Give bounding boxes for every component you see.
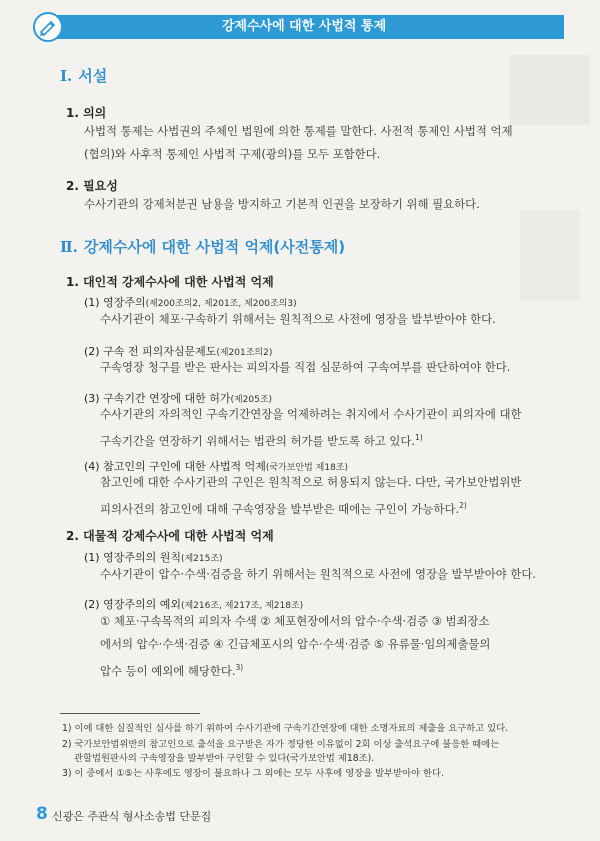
item-label: (2) 구속 전 피의자심문제도 (84, 345, 217, 358)
paragraph-line: 구속영장 청구를 받은 판사는 피의자를 직접 심문하여 구속여부를 판단하여야 한다. (100, 360, 511, 374)
paragraph-text: 구속기간을 연장하기 위해서는 법관의 허가를 받도록 하고 있다. (100, 433, 416, 448)
section-title: 강제수사에 대한 사법적 억제(사전통제) (83, 238, 346, 256)
footnote: 관할법원판사의 구속영장을 발부받아 구인할 수 있다(국가보안법 제18조). (74, 753, 375, 764)
background-decoration (510, 55, 590, 125)
paragraph-line: 수사기관이 체포·구속하기 위해서는 원칙적으로 사전에 영장을 발부받아야 한다. (100, 312, 496, 326)
paragraph-line (100, 656, 556, 683)
paragraph-line: 사법적 통제는 사법권의 주체인 법원에 의한 통제를 말한다. 사전적 통제인 사법적 억제 (84, 124, 513, 138)
footnote: 1) 이에 대한 실질적인 심사를 하기 위하여 수사기관에 구속기간연장에 대한 소명자료의 제출을 요구하고 있다. (62, 723, 509, 734)
item-label: (3) 구속기간 연장에 대한 허가 (84, 392, 231, 405)
paragraph-line (100, 494, 556, 521)
subsection-heading: 2. 필요성 (66, 179, 118, 193)
item-reference: (제200조의2, 제201조, 제200조의3) (145, 299, 297, 309)
subsection-heading: 1. 대인적 강제수사에 대한 사법적 억제 (66, 275, 274, 289)
paragraph-line: 수사기관의 자의적인 구속기간연장을 억제하려는 취지에서 수사기관이 피의자에 대한 (100, 407, 522, 421)
footnote-marker: 2) (459, 501, 467, 510)
background-decoration (520, 210, 580, 300)
footnote-marker: 1) (415, 433, 423, 442)
item-reference: (제201조의2) (216, 348, 273, 358)
item-label: (4) 참고인의 구인에 대한 사법적 억제 (84, 460, 266, 473)
section-title: 서설 (78, 67, 108, 85)
subsection-heading: 1. 의의 (66, 106, 107, 120)
item-reference: (제216조, 제217조, 제218조) (180, 601, 304, 611)
paragraph-line: (협의)와 사후적 통제인 사법적 구제(광의)를 모두 포함한다. (84, 147, 381, 161)
pencil-icon (33, 12, 63, 42)
section-number: Ⅰ. (60, 67, 73, 85)
item-reference: (제215조) (180, 554, 223, 564)
paragraph-line: 참고인에 대한 수사기관의 구인은 원칙적으로 허용되지 않는다. 다만, 국가보안법위반 (100, 475, 522, 489)
item-reference: (제205조) (230, 395, 273, 405)
page-header-title: 강제수사에 대한 사법적 통제 (221, 19, 387, 34)
item-label: (2) 영장주의의 예외 (84, 598, 181, 611)
paragraph-line: 수사기관이 압수·수색·검증을 하기 위해서는 원칙적으로 사전에 영장을 발부받아야 한다. (100, 567, 536, 581)
paragraph-line: 에서의 압수·수색·검증 ④ 긴급체포시의 압수·수색·검증 ⑤ 유류물·임의제출물의 (100, 637, 491, 651)
item-label: (1) 영장주의 (84, 296, 146, 309)
footnote: 2) 국가보안법위반의 참고인으로 출석을 요구받은 자가 정당한 이유없이 2회 이상 출석요구에 불응한 때에는 (62, 739, 500, 750)
footnote-marker: 3) (235, 663, 244, 672)
book-title: 신광은 주관식 형사소송법 단문집 (52, 810, 212, 823)
section-number: Ⅱ. (60, 238, 78, 256)
footnote: 3) 이 중에서 ①⑤는 사후에도 영장이 불요하나 그 외에는 모두 사후에 영장을 발부받아야 한다. (62, 768, 444, 779)
paragraph-line: 수사기관의 강제처분권 남용을 방지하고 기본적 인권을 보장하기 위해 필요하다. (84, 197, 480, 211)
item-reference: (국가보안법 제18조) (265, 463, 349, 473)
section-heading (60, 236, 345, 257)
page-number: 8 (36, 804, 48, 824)
item-label: (1) 영장주의의 원칙 (84, 551, 181, 564)
paragraph-line (100, 426, 556, 453)
paragraph-text: 피의사건의 참고인에 대해 구속영장을 발부받은 때에는 구인이 가능하다. (100, 501, 460, 516)
subsection-heading: 2. 대물적 강제수사에 대한 사법적 억제 (66, 529, 274, 543)
paragraph-text: 압수 등이 예외에 해당한다. (100, 663, 236, 678)
footnote-divider (60, 713, 200, 714)
paragraph-line: ① 체포·구속목적의 피의자 수색 ② 체포현장에서의 압수·수색·검증 ③ 범죄장소 (100, 614, 490, 628)
section-heading (60, 65, 107, 86)
